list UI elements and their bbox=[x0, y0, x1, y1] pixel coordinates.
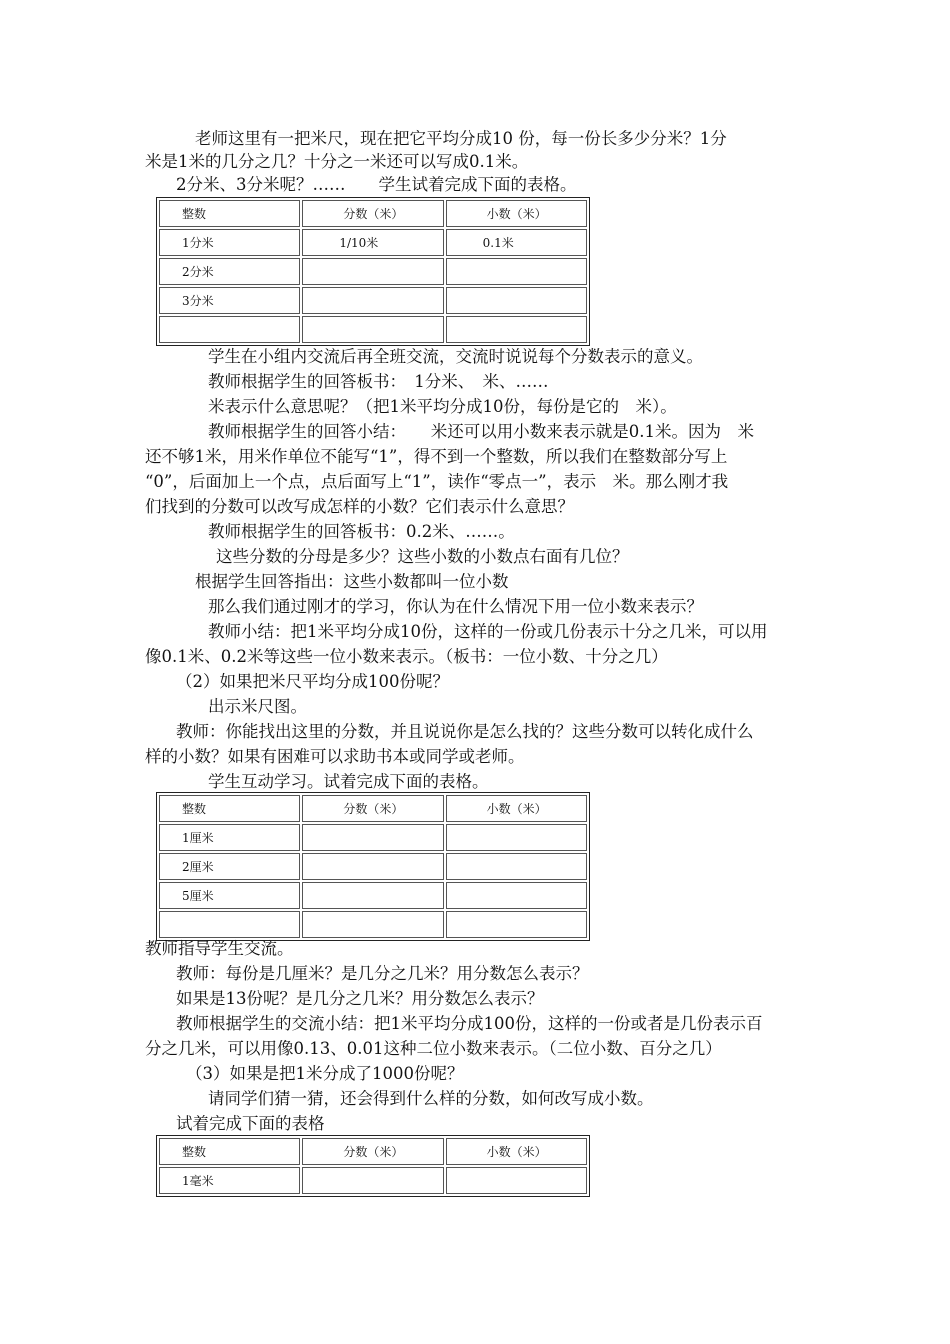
paragraph-line: “0”，后面加上一个点，点后面写上“1”，读作“零点一”，表示 米。那么刚才我 bbox=[145, 472, 729, 491]
length-table-centimeter bbox=[156, 792, 590, 941]
paragraph-line: 分之几米，可以用像0.13、0.01这种二位小数来表示。（二位小数、百分之几） bbox=[145, 1039, 722, 1058]
table-cell bbox=[302, 911, 443, 938]
table-cell bbox=[446, 853, 587, 880]
table-row bbox=[159, 287, 587, 314]
table-cell: 1毫米 bbox=[159, 1167, 300, 1194]
table-row bbox=[159, 229, 587, 256]
paragraph-line: 教师指导学生交流。 bbox=[145, 939, 294, 958]
table-cell: 2分米 bbox=[159, 258, 300, 285]
paragraph-line: 学生互动学习。试着完成下面的表格。 bbox=[208, 772, 489, 791]
paragraph-line: 教师根据学生的回答板书： 1分米、 米、…… bbox=[208, 372, 549, 391]
table-cell bbox=[159, 316, 300, 343]
table-header: 整数 bbox=[159, 1138, 300, 1165]
table-cell: 1厘米 bbox=[159, 824, 300, 851]
table-cell bbox=[302, 1167, 443, 1194]
table-cell bbox=[446, 287, 587, 314]
table-cell bbox=[302, 853, 443, 880]
paragraph-line: 还不够1米，用米作单位不能写“1”，得不到一个整数，所以我们在整数部分写上 bbox=[145, 447, 728, 466]
table-row bbox=[159, 316, 587, 343]
table-row bbox=[159, 258, 587, 285]
table-cell bbox=[302, 824, 443, 851]
table-cell bbox=[446, 911, 587, 938]
paragraph-line: 请同学们猜一猜，还会得到什么样的分数，如何改写成小数。 bbox=[208, 1089, 654, 1108]
table-row bbox=[159, 824, 587, 851]
paragraph-line: 出示米尺图。 bbox=[208, 697, 307, 716]
table-cell bbox=[446, 824, 587, 851]
table-cell bbox=[302, 287, 443, 314]
table-cell: 3分米 bbox=[159, 287, 300, 314]
paragraph-line: 米是1米的几分之几？十分之一米还可以写成0.1米。 bbox=[145, 152, 529, 171]
table-cell bbox=[446, 882, 587, 909]
paragraph-line: 老师这里有一把米尺，现在把它平均分成10 份，每一份长多少分米？1分 bbox=[195, 129, 727, 148]
paragraph-line: 2分米、3分米呢？…… 学生试着完成下面的表格。 bbox=[176, 175, 577, 194]
paragraph-line: 如果是13份呢？是几分之几米？用分数怎么表示？ bbox=[176, 989, 544, 1008]
table-cell: 1分米 bbox=[159, 229, 300, 256]
paragraph-line: 教师：你能找出这里的分数，并且说说你是怎么找的？这些分数可以转化成什么 bbox=[176, 722, 754, 741]
paragraph-line: 根据学生回答指出：这些小数都叫一位小数 bbox=[195, 572, 509, 591]
table-header: 分数（米） bbox=[302, 795, 443, 822]
paragraph-line: 样的小数？如果有困难可以求助书本或同学或老师。 bbox=[145, 747, 525, 766]
table-header: 小数（米） bbox=[446, 200, 587, 227]
table-row bbox=[159, 853, 587, 880]
table-cell bbox=[446, 258, 587, 285]
paragraph-line: 教师：每份是几厘米？是几分之几米？用分数怎么表示？ bbox=[176, 964, 589, 983]
length-table-millimeter bbox=[156, 1135, 590, 1197]
table-cell: 1/10米 bbox=[302, 229, 443, 256]
table-cell bbox=[446, 1167, 587, 1194]
table-cell bbox=[446, 316, 587, 343]
table-header: 分数（米） bbox=[302, 1138, 443, 1165]
table-header: 整数 bbox=[159, 795, 300, 822]
paragraph-line: 这些分数的分母是多少？这些小数的小数点右面有几位？ bbox=[216, 547, 629, 566]
paragraph-line: （3）如果是把1米分成了1000份呢？ bbox=[186, 1064, 464, 1083]
table-cell bbox=[302, 258, 443, 285]
table-cell: 2厘米 bbox=[159, 853, 300, 880]
paragraph-line: 们找到的分数可以改写成怎样的小数？它们表示什么意思？ bbox=[145, 497, 574, 516]
paragraph-line: 教师小结：把1米平均分成10份，这样的一份或几份表示十分之几米，可以用 bbox=[208, 622, 768, 641]
table-cell: 0.1米 bbox=[446, 229, 587, 256]
table-row bbox=[159, 1167, 587, 1194]
table-cell bbox=[302, 882, 443, 909]
table-header: 分数（米） bbox=[302, 200, 443, 227]
paragraph-line: 像0.1米、0.2米等这些一位小数来表示。（板书：一位小数、十分之几） bbox=[145, 647, 668, 666]
length-table-decimeter bbox=[156, 197, 590, 346]
paragraph-line: （2）如果把米尺平均分成100份呢？ bbox=[176, 672, 449, 691]
paragraph-line: 试着完成下面的表格 bbox=[176, 1114, 325, 1133]
paragraph-line: 那么我们通过刚才的学习，你认为在什么情况下用一位小数来表示？ bbox=[208, 597, 703, 616]
table-cell bbox=[159, 911, 300, 938]
table-row bbox=[159, 911, 587, 938]
table-header: 整数 bbox=[159, 200, 300, 227]
table-cell bbox=[302, 316, 443, 343]
paragraph-line: 教师根据学生的交流小结：把1米平均分成100份，这样的一份或者是几份表示百 bbox=[176, 1014, 763, 1033]
paragraph-line: 学生在小组内交流后再全班交流，交流时说说每个分数表示的意义。 bbox=[208, 347, 703, 366]
paragraph-line: 教师根据学生的回答小结： 米还可以用小数来表示就是0.1米。因为 米 bbox=[208, 422, 754, 441]
paragraph-line: 米表示什么意思呢？（把1米平均分成10份，每份是它的 米）。 bbox=[208, 397, 677, 416]
table-cell: 5厘米 bbox=[159, 882, 300, 909]
table-header: 小数（米） bbox=[446, 1138, 587, 1165]
table-header: 小数（米） bbox=[446, 795, 587, 822]
paragraph-line: 教师根据学生的回答板书：0.2米、……。 bbox=[208, 522, 515, 541]
table-row bbox=[159, 882, 587, 909]
